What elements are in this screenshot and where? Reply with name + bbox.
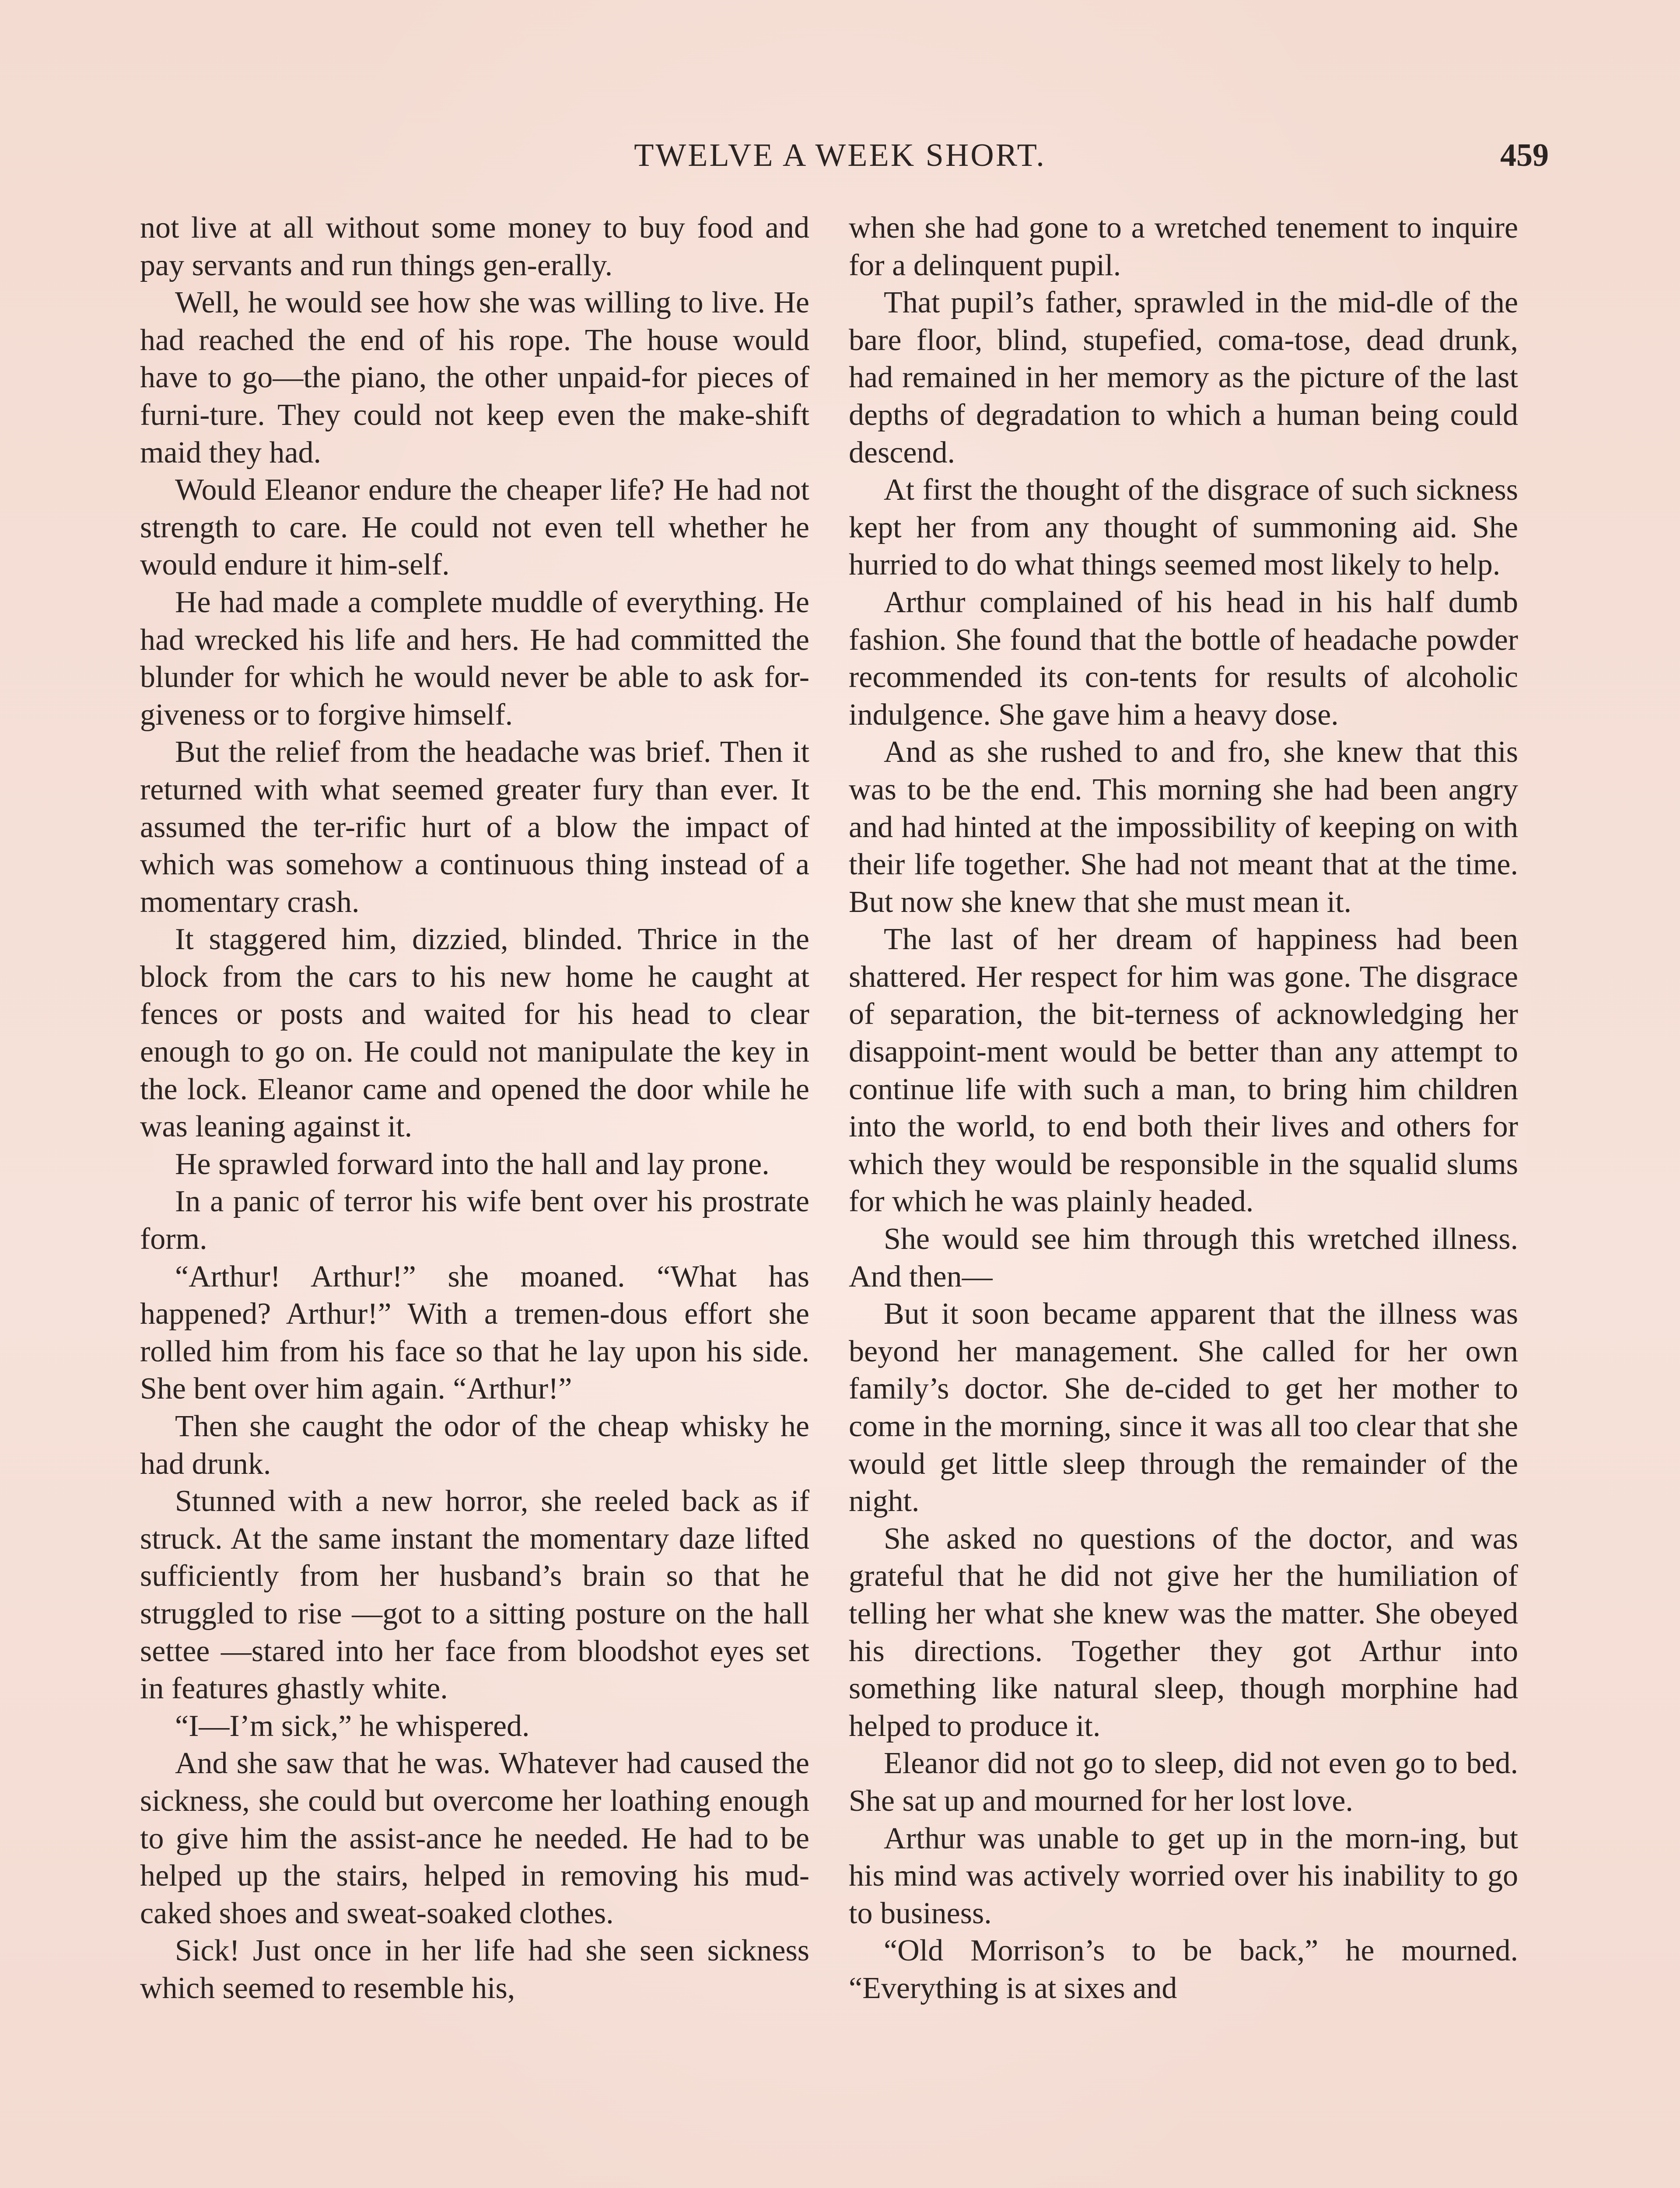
left-column	[140, 209, 809, 2007]
paragraph: It staggered him, dizzied, blinded. Thrice in the block from the cars to his new home he caught at fences or posts and waited for his head to clear enough to go on. He could not manipulate the key in the lock. Eleanor came and opened the door while he was leaning against it.	[140, 922, 809, 1144]
paragraph: “Arthur! Arthur!” she moaned. “What has happened? Arthur!” With a tremen-dous effort she rolled him from his face so that he lay upon his side. She bent over him again. “Arthur!”	[140, 1259, 809, 1406]
paragraph: when she had gone to a wretched tenement to inquire for a delinquent pupil.	[849, 211, 1518, 282]
paragraph: Sick! Just once in her life had she seen sickness which seemed to resemble his,	[140, 1934, 809, 2005]
paragraph: And as she rushed to and fro, she knew that this was to be the end. This morning she had been angry and had hinted at the impossibility of keeping on with their life together. She had not meant that at the time. But now she knew that she must mean it.	[849, 735, 1518, 919]
running-title: TWELVE A WEEK SHORT.	[634, 137, 1046, 173]
paragraph: Then she caught the odor of the cheap whisky he had drunk.	[140, 1410, 809, 1481]
paragraph: But the relief from the headache was brief. Then it returned with what seemed greater fury than ever. It assumed the ter-rific hurt of a blow the impact of which was somehow a continuous thing instead of a momentary crash.	[140, 735, 809, 919]
paragraph: Arthur was unable to get up in the morn-ing, but his mind was actively worried over his inability to go to business.	[849, 1821, 1518, 1930]
paragraph: But it soon became apparent that the illness was beyond her management. She called for her own family’s doctor. She de-cided to get her mother to come in the morning, since it was all too clear that she would get little sleep through the remainder of the night.	[849, 1297, 1518, 1518]
paragraph: He had made a complete muddle of everything. He had wrecked his life and hers. He had committed the blunder for which he would never be able to ask for-giveness or to forgive himself.	[140, 585, 809, 732]
right-column	[849, 209, 1518, 2007]
paragraph: Stunned with a new horror, she reeled back as if struck. At the same instant the momentary daze lifted sufficiently from her husband’s brain so that he struggled to rise —got to a sitting posture on the hall settee —stared into her face from bloodshot eyes set in features ghastly white.	[140, 1484, 809, 1706]
paragraph: “Old Morrison’s to be back,” he mourned. “Everything is at sixes and	[849, 1934, 1518, 2005]
paragraph: She asked no questions of the doctor, and was grateful that he did not give her the humiliation of telling her what she knew was the matter. She obeyed his directions. Together they got Arthur into something like natural sleep, though morphine had helped to produce it.	[849, 1522, 1518, 1743]
paragraph: At first the thought of the disgrace of such sickness kept her from any thought of summoning aid. She hurried to do what things seemed most likely to help.	[849, 473, 1518, 582]
paragraph: Would Eleanor endure the cheaper life? He had not strength to care. He could not even tell whether he would endure it him-self.	[140, 473, 809, 582]
paragraph: And she saw that he was. Whatever had caused the sickness, she could but overcome her loathing enough to give him the assist-ance he needed. He had to be helped up the stairs, helped in removing his mud-caked shoes and sweat-soaked clothes.	[140, 1746, 809, 1930]
paragraph: Eleanor did not go to sleep, did not even go to bed. She sat up and mourned for her lost love.	[849, 1746, 1518, 1818]
paragraph: Arthur complained of his head in his half dumb fashion. She found that the bottle of headache powder recommended its con-tents for results of alcoholic indulgence. She gave him a heavy dose.	[849, 585, 1518, 732]
paragraph: not live at all without some money to buy food and pay servants and run things gen-erally.	[140, 211, 809, 282]
paragraph: He sprawled forward into the hall and lay prone.	[175, 1147, 770, 1181]
paragraph: That pupil’s father, sprawled in the mid-dle of the bare floor, blind, stupefied, coma-tose, dead drunk, had remained in her memory as the picture of the last depths of degradation to which a human being could descend.	[849, 286, 1518, 470]
paragraph: “I—I’m sick,” he whispered.	[175, 1709, 530, 1743]
paragraph: The last of her dream of happiness had been shattered. Her respect for him was gone. The disgrace of separation, the bit-terness of acknowledging her disappoint-ment would be better than any attempt to continue life with such a man, to bring him children into the world, to end both their lives and others for which they would be responsible in the squalid slums for which he was plainly headed.	[849, 922, 1518, 1219]
paragraph: In a panic of terror his wife bent over his prostrate form.	[140, 1185, 809, 1256]
running-head	[131, 131, 1549, 179]
paragraph: Well, he would see how she was willing to live. He had reached the end of his rope. The house would have to go—the piano, the other unpaid-for pieces of furni-ture. They could not keep even the make-shift maid they had.	[140, 286, 809, 470]
page-number: 459	[1500, 137, 1549, 173]
paragraph: She would see him through this wretched illness. And then—	[849, 1222, 1518, 1294]
